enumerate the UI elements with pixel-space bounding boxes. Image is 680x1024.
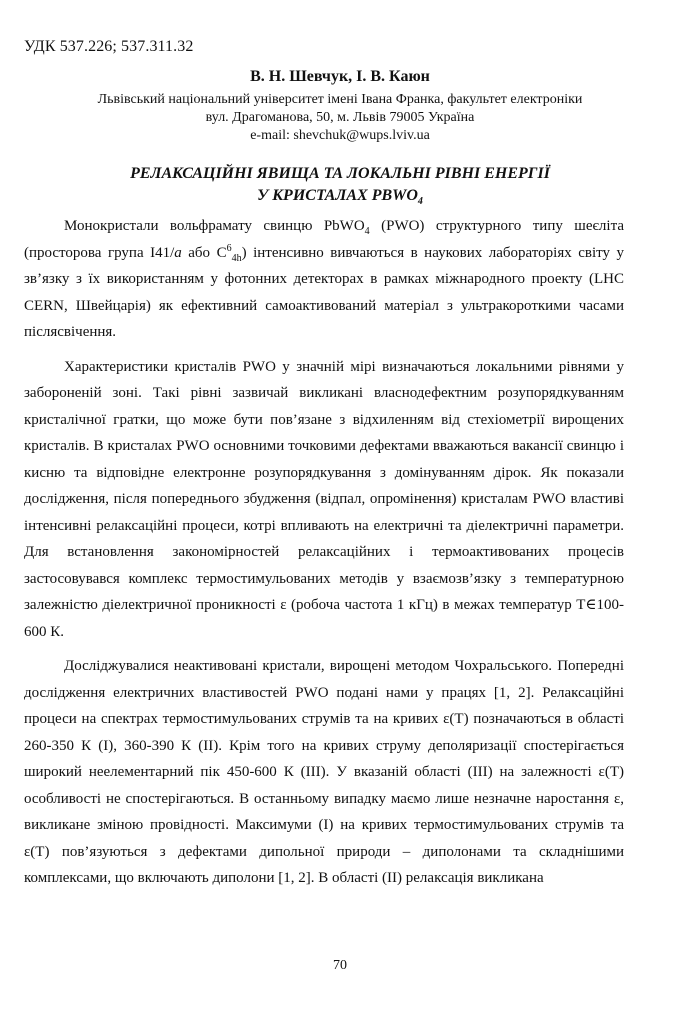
p1-text-c: або C bbox=[181, 244, 227, 261]
p1-superscript-6: 6 bbox=[226, 242, 232, 254]
p1-italic-a: a bbox=[174, 244, 182, 261]
affiliation-university: Львівський національний університет імені Івана Франка, факультет електроніки bbox=[97, 92, 583, 107]
udc-code: УДК 537.226; 537.311.32 bbox=[24, 38, 194, 55]
title-text: У КРИСТАЛАХ PBWO bbox=[257, 187, 418, 204]
affiliation-address: вул. Драгоманова, 50, м. Львів 79005 Україна bbox=[205, 110, 475, 125]
affiliation-email: e-mail: shevchuk@wups.lviv.ua bbox=[250, 128, 430, 143]
p1-subscript-4: 4 bbox=[364, 226, 370, 237]
paper-title-line2 bbox=[0, 185, 680, 207]
page-number: 70 bbox=[333, 958, 347, 973]
paper-title-line1: РЕЛАКСАЦІЙНІ ЯВИЩА ТА ЛОКАЛЬНІ РІВНІ ЕНЕРГІЇ bbox=[130, 165, 550, 182]
authors: В. Н. Шевчук, І. В. Каюн bbox=[250, 68, 430, 85]
paragraph-2: Характеристики кристалів PWO у значній мірі визначаються локальними рівнями у забороненій зоні. Такі рівні зазвичай викликані власнодефектним розупорядкуванням кристалічної гратки, що може бути пов’язане з відхиленням від стехіометрії вирощених кристалів. В кристалах PWO основними точковими дефектами вважаються вакансії свинцю і кисню та відповідне електронне розупорядкування з домінуванням дірок. Як показали дослідження, після попереднього збудження (відпал, опромінення) кристалам PWO властиві інтенсивні релаксаційні процеси, котрі впливають на електричні та діелектричні параметри. Для встановлення закономірностей релаксаційних і термоактивованих процесів застосовувався комплекс термостимульованих методів у взаємозв’язку з температурною залежністю діелектричної проникності ε (робоча частота 1 кГц) в межах температур T∈100-600 К. bbox=[24, 358, 624, 640]
article-body bbox=[24, 213, 624, 900]
p1-text-a: Монокристали вольфрамату свинцю PbWO bbox=[64, 218, 365, 234]
paragraph-1 bbox=[24, 213, 624, 346]
p1-text-d: ) інтенсивно вивчаються в наукових лабораторіях світу у зв’язку з їх використанням у фотонних детекторах в рамках міжнародного проекту (LHC CERN, Швейцарія) як ефективний самоактивований матеріал з ультракороткими часами післясвічення. bbox=[24, 244, 624, 340]
p1-subscript-4h: 4h bbox=[231, 252, 242, 264]
p1-text-b: (PWO) структурного типу шеєліта (просторова група I41/ bbox=[24, 218, 624, 261]
paragraph-3: Досліджувалися неактивовані кристали, вирощені методом Чохральського. Попередні дослідження електричних властивостей PWO подані нами у працях [1, 2]. Релаксаційні процеси на спектрах термостимульованих струмів та на кривих ε(T) позначаються в області 260-350 К (I), 360-390 К (II). Крім того на кривих струму деполяризації спостерігається широкий неелементарний пік 450-600 К (III). У вказаній області (III) на залежності ε(T) особливості не спостерігаються. В останньому випадку маємо лише незначне наростання ε, викликане зміною провідності. Максимуми (I) на кривих термостимульованих струмів та ε(T) пов’язуються з дефектами дипольної природи – диполонами та складнішими комплексами, що включають диполони [1, 2]. В області (II) релаксація викликана bbox=[24, 658, 624, 886]
title-subscript: 4 bbox=[417, 196, 423, 208]
